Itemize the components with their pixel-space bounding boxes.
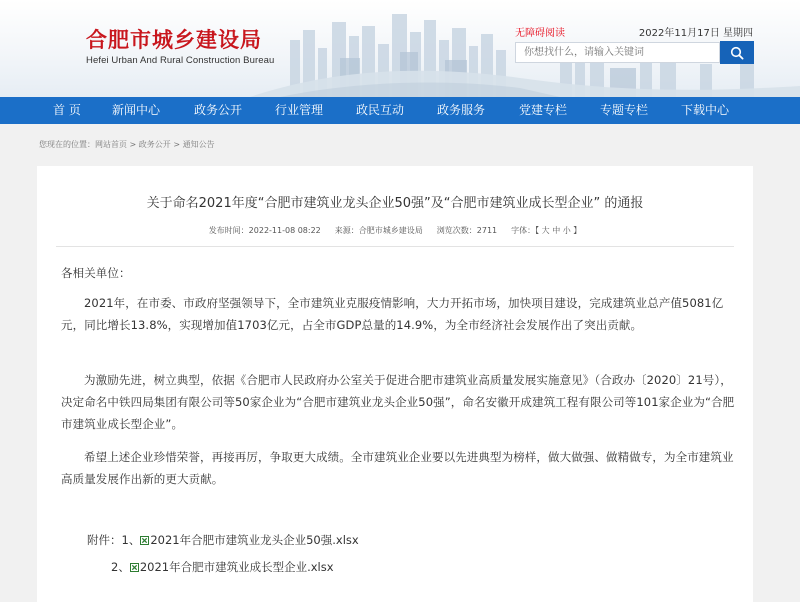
- search-button[interactable]: [720, 41, 754, 64]
- salutation: 各相关单位：: [61, 266, 131, 280]
- font-size-switcher[interactable]: 字体：【 大 中 小 】: [511, 226, 582, 235]
- attachment-filename: 2021年合肥市建筑业成长型企业.xlsx: [139, 560, 334, 574]
- search-icon: [730, 46, 744, 60]
- article-paragraph: 2021年，在市委、市政府坚强领导下，全市建筑业克服疫情影响，大力开拓市场，加快项目建设，完成建筑业总产值5081亿元，同比增长13.8%，实现增加值1703亿元，占全市GDP总量的14.9%，为全市经济社会发展作出了突出贡献。: [61, 296, 724, 332]
- excel-file-icon: [140, 536, 149, 545]
- accessibility-link[interactable]: 无障碍阅读: [515, 28, 565, 39]
- nav-item-services[interactable]: 政务服务: [437, 103, 486, 117]
- nav-item-gov-affairs[interactable]: 政务公开: [194, 103, 243, 117]
- attachment-link-1[interactable]: [140, 533, 358, 547]
- nav-item-industry[interactable]: 行业管理: [275, 103, 324, 117]
- search-input[interactable]: [515, 42, 720, 63]
- nav-item-party[interactable]: 党建专栏: [519, 103, 568, 117]
- nav-item-home[interactable]: 首 页: [53, 103, 81, 117]
- nav-item-special[interactable]: 专题专栏: [600, 103, 649, 117]
- view-count: 浏览次数：2711: [436, 226, 498, 235]
- attachment-prefix: 附件：1、: [87, 533, 141, 547]
- main-nav: [0, 97, 800, 124]
- attachment-link-2[interactable]: [130, 560, 334, 574]
- attachment-row-2: [111, 559, 334, 575]
- breadcrumb: 您现在的位置：网站首页 > 政务公开 > 通知公告: [39, 140, 215, 149]
- site-logo-subtitle: Hefei Urban And Rural Construction Bureau: [86, 55, 275, 66]
- publish-time: 发布时间：2022-11-08 08:22: [208, 226, 321, 235]
- nav-item-download[interactable]: 下载中心: [681, 103, 730, 117]
- article-paragraph: 为激励先进，树立典型，依据《合肥市人民政府办公室关于促进合肥市建筑业高质量发展实施意见》（合政办〔2020〕21号），决定命名中铁四局集团有限公司等50家企业为“合肥市建筑业龙头企业50强”，命名安徽开成建筑工程有限公司等101家企业为“合肥市建筑业成长型企业”。: [61, 373, 735, 431]
- article-paragraph: 希望上述企业珍惜荣誉，再接再厉，争取更大成绩。全市建筑业企业要以先进典型为榜样，做大做强、做精做专，为全市建筑业高质量发展作出新的更大贡献。: [61, 450, 734, 486]
- article-source: 来源：合肥市城乡建设局: [334, 226, 423, 235]
- title-divider: [56, 246, 734, 247]
- article-title: 关于命名2021年度“合肥市建筑业龙头企业50强”及“合肥市建筑业成长型企业” 的通报: [146, 196, 644, 211]
- attachment-row-1: [87, 532, 359, 548]
- nav-item-interaction[interactable]: 政民互动: [356, 103, 405, 117]
- excel-file-icon: [130, 563, 139, 572]
- article-card: [37, 166, 753, 602]
- current-date: 2022年11月17日 星期四: [638, 28, 753, 39]
- attachment-prefix: 2、: [111, 560, 130, 574]
- attachment-filename: 2021年合肥市建筑业龙头企业50强.xlsx: [150, 533, 359, 547]
- nav-item-news[interactable]: 新闻中心: [112, 103, 161, 117]
- article-meta: [37, 225, 753, 236]
- site-logo-title[interactable]: 合肥市城乡建设局: [86, 27, 262, 52]
- site-header: [0, 0, 800, 97]
